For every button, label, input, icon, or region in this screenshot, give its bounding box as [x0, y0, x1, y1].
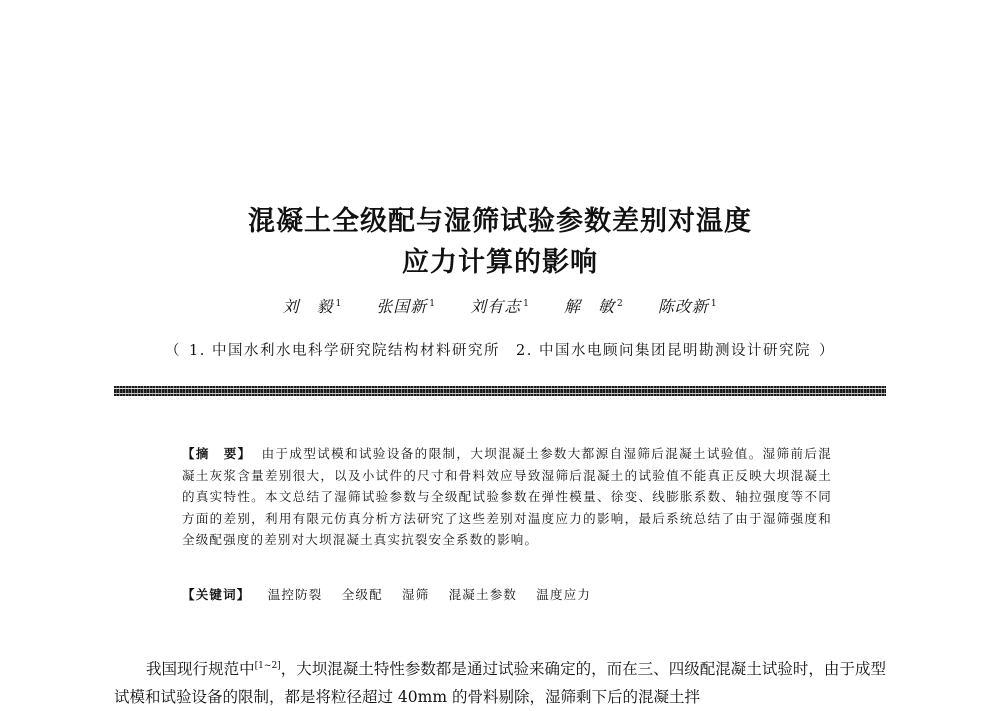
keywords	[182, 585, 832, 603]
affiliations	[0, 339, 1000, 360]
author	[376, 294, 436, 317]
author-name: 解 敏	[563, 297, 615, 316]
keyword: 全级配	[341, 587, 383, 602]
citation-reference[interactable]: [1~2]	[254, 661, 281, 671]
author-name: 陈改新	[657, 297, 709, 316]
author-list	[0, 294, 1000, 317]
author-name: 刘有志	[470, 297, 522, 316]
author-affiliation-mark: 2	[616, 298, 624, 309]
author-affiliation-mark: 1	[523, 298, 530, 309]
keyword: 湿筛	[402, 587, 430, 602]
abstract-text: 由于成型试模和试验设备的限制，大坝混凝土参数大都源自湿筛后混凝土试验值。湿筛前后混凝土灰浆含量差别很大，以及小试件的尺寸和骨料效应导致湿筛后混凝土的试验值不能真正反映大坝混凝土的真实特性。本文总结了湿筛试验参数与全级配试验参数在弹性模量、徐变、线膨胀系数、轴拉强度等不同方面的差别，利用有限元仿真分析方法研究了这些差别对温度应力的影响，最后系统总结了由于湿筛强度和全级配强度的差别对大坝混凝土真实抗裂安全系数的影响。	[182, 446, 832, 547]
body-text-part-1: 我国现行规范中	[146, 660, 255, 679]
affiliation-2: 2. 中国水电顾问集团昆明勘测设计研究院	[516, 343, 811, 359]
body-text-part-2: ，大坝混凝土特性参数都是通过试验来确定的，而在三、四级配混凝土试验时，由于成型试模和试验设备的限制，都是将粒径超过 40mm 的骨料剔除，湿筛剩下后的混凝土拌	[114, 660, 886, 707]
keyword: 温控防裂	[267, 587, 323, 602]
affiliation-1: 1. 中国水利水电科学研究院结构材料研究所	[189, 343, 500, 359]
author	[658, 294, 718, 317]
paper-title-line-2: 应力计算的影响	[402, 247, 598, 278]
paper-title-line-1: 混凝土全级配与湿筛试验参数差别对温度	[248, 206, 752, 237]
author-name: 张国新	[376, 297, 428, 316]
author-affiliation-mark: 1	[429, 298, 437, 309]
decorative-divider	[114, 386, 886, 396]
author	[470, 294, 530, 317]
author-name: 刘 毅	[282, 297, 334, 316]
body-paragraph	[114, 652, 886, 711]
affiliation-close-paren: ）	[818, 343, 835, 359]
author-affiliation-mark: 1	[710, 298, 718, 309]
keyword: 温度应力	[536, 587, 592, 602]
keywords-label: 【关键词】	[182, 587, 251, 602]
keyword: 混凝土参数	[448, 587, 518, 602]
author	[564, 294, 624, 317]
author	[282, 294, 342, 317]
affiliation-open-paren: （	[165, 343, 182, 359]
abstract	[182, 443, 832, 551]
author-affiliation-mark: 1	[335, 298, 343, 309]
abstract-label: 【摘 要】	[182, 446, 252, 461]
